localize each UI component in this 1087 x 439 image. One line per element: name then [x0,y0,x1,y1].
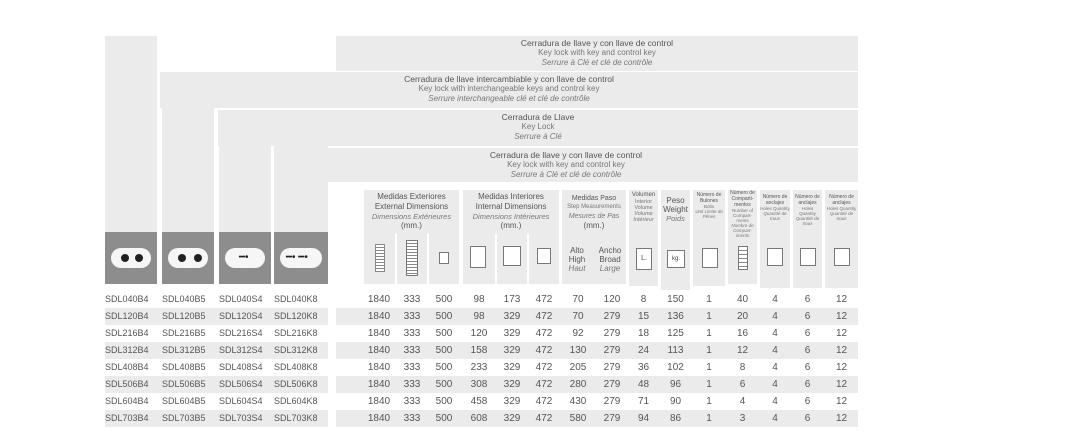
cell-value: 472 [535,311,553,322]
int-fr: Dimensions Intérieures [472,212,550,221]
header-weight [661,190,690,290]
lock-band-2 [160,72,858,108]
cell-value: 333 [403,362,421,373]
step-en: Step Measurements [567,204,621,210]
cell-value: 333 [403,345,421,356]
cell-value: 90 [669,396,682,407]
cell-value: 8 [640,294,647,305]
header-holes-3 [825,190,858,288]
cell-value: 333 [403,396,421,407]
model-code: SDL703B5 [162,413,206,423]
cell-value: 1840 [367,413,391,424]
h1-es: Número de anclajes [762,194,788,206]
table-row [105,376,858,393]
int-es: Medidas Interiores [478,192,544,201]
cell-value: 4 [772,294,778,305]
lock-band-4-fr: Serrure à Clé et clé de contrôle [510,170,622,179]
model-code: SDL703S4 [219,413,263,423]
cell-value: 136 [667,311,684,322]
cell-value: 580 [569,413,587,424]
h2-fr: Quantité de trous [795,216,820,226]
cell-value: 6 [804,396,811,407]
cell-value: 12 [835,362,848,373]
cell-value: 125 [667,328,684,339]
cell-value: 279 [603,362,621,373]
lock-image-b4 [105,232,157,284]
cell-value: 12 [835,311,848,322]
h1-fr: Quantité de trous [763,211,787,221]
cell-value: 6 [804,413,811,424]
cell-value: 608 [470,413,488,424]
h2-es: Número de anclajes [795,194,820,206]
cell-value: 1840 [367,311,391,322]
model-code: SDL312B5 [162,345,206,355]
model-code: SDL120K8 [274,311,318,321]
model-code: SDL120S4 [219,311,263,321]
weight-es: Peso [666,196,685,205]
model-code: SDL703K8 [274,413,318,423]
cell-value: 1 [706,362,712,373]
comp-fr: Nombre de Compart-iments [731,223,754,238]
cell-value: 1 [706,345,712,356]
cell-value: 94 [637,413,650,424]
cell-value: 280 [569,379,587,390]
cell-value: 333 [403,379,421,390]
cell-value: 6 [804,328,811,339]
vol-en: Interior Volume [634,199,653,211]
cell-value: 1840 [367,396,391,407]
model-code: SDL216B4 [105,328,149,338]
model-code: SDL506B5 [162,379,206,389]
cell-value: 113 [667,345,684,356]
cell-value: 500 [435,311,453,322]
cell-value: 279 [603,413,621,424]
step-high-es: Alto [570,246,584,255]
cell-value: 329 [503,345,521,356]
cell-value: 4 [772,311,778,322]
cell-value: 4 [772,396,778,407]
cell-value: 40 [736,294,749,305]
cell-value: 1 [706,379,712,390]
cell-value: 12 [835,396,848,407]
cell-value: 6 [804,379,811,390]
volume-icon-label: L. [641,255,647,262]
cell-value: 329 [503,396,521,407]
cell-value: 472 [535,362,553,373]
step-high-en: High [568,255,586,264]
model-code: SDL312K8 [274,345,318,355]
model-code: SDL216S4 [219,328,263,338]
cell-value: 130 [569,345,587,356]
cell-value: 1840 [367,379,391,390]
cell-value: 279 [603,311,621,322]
model-code: SDL408B4 [105,362,149,372]
cell-value: 1 [706,294,712,305]
cell-value: 279 [603,345,621,356]
cell-value: 1 [706,413,712,424]
cell-value: 308 [470,379,488,390]
weight-en: Weight [663,205,688,214]
model-code: SDL703B4 [105,413,149,423]
cell-value: 158 [470,345,488,356]
header-bolts [693,190,725,286]
cell-value: 333 [403,413,421,424]
cell-value: 1 [706,396,712,407]
cell-value: 279 [603,396,621,407]
model-code: SDL040B4 [105,294,149,304]
cell-value: 120 [603,294,621,305]
lock-band-3-fr: Serrure à Clé [514,132,562,141]
cell-value: 4 [739,396,746,407]
ext-fr: Dimensions Extérieures [371,212,452,221]
lock-band-4-en: Key lock with key and control key [507,160,625,169]
bolts-icon [702,248,718,268]
cell-value: 70 [572,294,584,305]
step-wide-label [594,246,626,273]
step-wide-es: Ancho [598,246,622,255]
table-row [105,393,858,410]
ext-unit: (mm.) [401,221,422,230]
cell-value: 500 [435,345,453,356]
lock-band-3-en: Key Lock [521,122,555,131]
model-code: SDL604B4 [105,396,149,406]
weight-icon-label: kg. [671,256,680,262]
cell-value: 329 [503,362,521,373]
cell-value: 333 [403,294,421,305]
bolts-es: Número de Bulones [696,192,722,204]
cell-value: 472 [535,379,553,390]
vol-fr: Volume Intérieur [633,211,654,223]
model-code: SDL408K8 [274,362,318,372]
cell-value: 500 [435,362,453,373]
h3-en: Holes Quantity [826,206,857,211]
cell-value: 71 [637,396,650,407]
holes-icon-2 [800,248,816,266]
cell-value: 12 [835,294,848,305]
cell-value: 4 [772,362,778,373]
int-width-icon [497,234,527,284]
model-code: SDL506B4 [105,379,149,389]
int-height-icon [463,234,495,284]
step-wide-fr: Large [599,264,621,273]
lock-image-k8 [274,232,328,284]
cell-value: 329 [503,413,521,424]
cell-value: 1 [706,311,712,322]
double-key-slot-icon: ━• ━• [286,252,308,263]
cell-value: 279 [603,328,621,339]
lock-band-3-es: Cerradura de Llave [501,112,575,122]
cell-value: 6 [804,294,811,305]
cell-value: 329 [503,379,521,390]
model-code: SDL604K8 [274,396,318,406]
model-code: SDL506K8 [274,379,318,389]
cell-value: 500 [435,294,453,305]
cell-value: 48 [637,379,650,390]
cell-value: 6 [804,311,811,322]
cell-value: 279 [603,379,621,390]
cell-value: 102 [667,362,684,373]
cell-value: 205 [569,362,587,373]
int-en: Internal Dimensions [475,202,547,211]
lock-column-strip-1 [105,36,157,232]
model-code: SDL312S4 [219,345,263,355]
cell-value: 6 [739,379,746,390]
model-code: SDL312B4 [105,345,149,355]
ext-en: External Dimensions [374,202,449,211]
cell-value: 12 [835,345,848,356]
step-unit: (mm.) [583,221,605,230]
cell-value: 1840 [367,345,391,356]
table-row [105,308,858,325]
model-code: SDL506S4 [219,379,263,389]
width-icon [429,234,459,284]
cell-value: 12 [835,413,848,424]
cell-value: 4 [772,328,778,339]
header-external-dimensions [364,190,459,234]
cell-value: 16 [736,328,749,339]
holes-icon-3 [834,248,850,266]
table-row [105,342,858,359]
cell-value: 3 [739,413,746,424]
cell-value: 329 [503,328,521,339]
cell-value: 96 [669,379,682,390]
cell-value: 233 [470,362,488,373]
cell-value: 6 [804,345,811,356]
vol-es: Volumen [631,192,656,198]
cell-value: 20 [736,311,749,322]
model-code: SDL040K8 [274,294,318,304]
cell-value: 6 [804,362,811,373]
cell-value: 500 [435,379,453,390]
header-volume [629,190,658,286]
cell-value: 430 [569,396,587,407]
cell-value: 458 [470,396,488,407]
cell-value: 472 [535,294,553,305]
step-high-label [562,246,592,273]
weight-icon [667,250,685,268]
int-unit: (mm.) [500,221,522,230]
lock-band-4-es: Cerradura de llave y con llave de control [489,150,643,160]
h1-en: Holes Quantity [760,206,790,211]
cell-value: 92 [572,328,584,339]
bolts-fr: Unit Limite de Pênes [695,209,723,219]
comp-es: Número de Comparti-mentos [730,190,755,208]
model-code: SDL120B5 [162,311,206,321]
model-code: SDL216B5 [162,328,206,338]
lock-band-3 [218,110,858,146]
model-code: SDL604B5 [162,396,206,406]
cell-value: 4 [772,379,778,390]
cell-value: 12 [736,345,749,356]
cell-value: 24 [637,345,650,356]
lock-band-2-es: Cerradura de llave intercambiable y con llave de control [404,74,614,84]
cell-value: 12 [835,328,848,339]
lock-band-2-en: Key lock with interchangeable keys and control key [418,84,600,93]
model-code: SDL120B4 [105,311,149,321]
cell-value: 86 [669,413,682,424]
bolts-en: Bolts [703,204,714,209]
lock-band-2-fr: Serrure interchangeable clé et clé de contrôle [428,94,590,103]
cell-value: 472 [535,396,553,407]
lock-image-b5 [162,232,214,284]
lock-band-1 [336,36,858,71]
h2-en: Holes Quantity [799,206,816,216]
key-slot-icon: ━• [239,252,249,263]
lock-band-1-en: Key lock with key and control key [538,48,656,57]
cell-value: 150 [667,294,684,305]
model-code: SDL040S4 [219,294,263,304]
table-row [105,410,858,427]
compartments-icon [738,246,748,270]
cell-value: 36 [637,362,650,373]
step-es: Medidas Paso [571,195,617,202]
ext-es: Medidas Exteriores [377,192,446,201]
step-wide-en: Broad [599,255,621,264]
cell-value: 120 [470,328,488,339]
step-fr: Mesures de Pas [568,213,620,220]
header-holes-1 [760,190,790,288]
cell-value: 12 [835,379,848,390]
lock-band-1-fr: Serrure à Clé et clé de contrôle [541,58,653,67]
cell-value: 98 [473,294,485,305]
cell-value: 500 [435,328,453,339]
lock-band-4 [274,148,858,182]
h3-fr: Quantité de trous [829,211,854,221]
weight-fr: Poids [666,214,685,223]
cell-value: 472 [535,345,553,356]
h3-es: Número de anclajes [829,194,854,206]
model-code: SDL408S4 [219,362,263,372]
cell-value: 1 [706,328,712,339]
cell-value: 1840 [367,362,391,373]
lock-band-1-es: Cerradura de llave y con llave de control [520,38,674,48]
cell-value: 98 [473,311,485,322]
cell-value: 333 [403,311,421,322]
cell-value: 333 [403,328,421,339]
cell-value: 15 [637,311,650,322]
cell-value: 500 [435,413,453,424]
cell-value: 1840 [367,328,391,339]
cell-value: 70 [572,311,584,322]
table-row [105,291,858,308]
table-row [105,359,858,376]
holes-icon-1 [767,248,783,266]
cell-value: 1840 [367,294,391,305]
cell-value: 4 [772,345,778,356]
cell-value: 8 [739,362,746,373]
cell-value: 500 [435,396,453,407]
volume-icon [636,248,652,270]
model-code: SDL216K8 [274,328,318,338]
comp-en: Number of Compart-ments [731,208,753,223]
header-step-measurements [562,190,626,236]
step-labels-cell [562,234,626,284]
model-code: SDL604S4 [219,396,263,406]
depth-icon [397,234,427,284]
cell-value: 173 [503,294,521,305]
header-holes-2 [793,190,822,288]
cell-value: 329 [503,311,521,322]
cell-value: 18 [637,328,650,339]
cell-value: 4 [772,413,778,424]
cell-value: 472 [535,413,553,424]
model-code: SDL408B5 [162,362,206,372]
table-row [105,325,858,342]
model-code: SDL040B5 [162,294,206,304]
step-high-fr: Haut [568,264,586,273]
header-internal-dimensions [463,190,559,234]
lock-image-s4 [219,232,271,284]
int-depth-icon [529,234,559,284]
cell-value: 472 [535,328,553,339]
height-icon [364,234,395,284]
